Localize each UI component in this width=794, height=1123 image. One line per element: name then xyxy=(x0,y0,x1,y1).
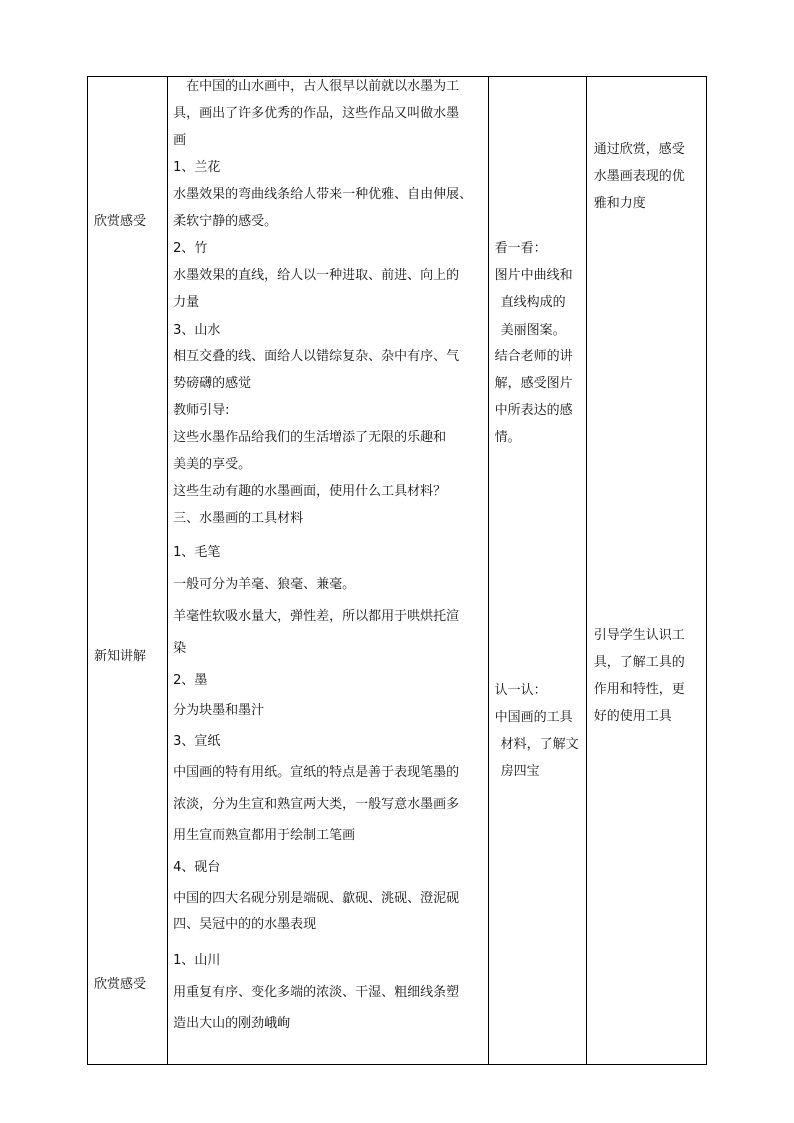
goal-line: 雅和力度 xyxy=(593,196,646,211)
content-line: 2、墨 xyxy=(173,673,208,688)
stage-label: 欣赏感受 xyxy=(94,977,147,992)
content-line: 画 xyxy=(173,133,187,148)
content-line: 造出大山的刚劲峨峋 xyxy=(173,1016,291,1031)
stage-label: 欣赏感受 xyxy=(94,214,147,229)
activity-line: 情。 xyxy=(494,430,521,445)
content-line: 美美的享受。 xyxy=(173,457,252,472)
lesson-plan-table xyxy=(87,76,707,1065)
activity-line: 认一认： xyxy=(494,683,547,698)
content-line: 用重复有序、变化多端的浓淡、干湿、粗细线条塑 xyxy=(173,985,460,1000)
activity-line: 直线构成的 xyxy=(500,295,566,310)
activity-line: 美丽图案。 xyxy=(500,323,566,338)
content-line: 四、吴冠中的的水墨表现 xyxy=(173,917,317,932)
activity-line: 解，感受图片 xyxy=(494,376,573,391)
goal-column xyxy=(586,77,706,1065)
content-line: 教师引导: xyxy=(173,403,230,418)
activity-line: 结合老师的讲 xyxy=(494,349,573,364)
content-line: 3、宣纸 xyxy=(173,734,221,749)
content-line: 相互交叠的线、面给人以错综复杂、杂中有序、气 xyxy=(173,349,460,364)
content-line: 力量 xyxy=(173,295,200,310)
activity-line: 中国画的工具 xyxy=(494,710,573,725)
content-line: 三、水墨画的工具材料 xyxy=(173,511,304,526)
content-line: 水墨效果的直线，给人以一种进取、前进、向上的 xyxy=(173,268,460,283)
goal-line: 作用和特性，更 xyxy=(593,682,685,697)
content-line: 中国的四大名砚分别是端砚、歙砚、洮砚、澄泥砚 xyxy=(173,891,460,906)
stage-label: 新知讲解 xyxy=(94,649,147,664)
content-line: 用生宣而熟宣都用于绘制工笔画 xyxy=(173,828,356,843)
content-line: 分为块墨和墨汁 xyxy=(173,703,265,718)
content-line: 浓淡，分为生宣和熟宣两大类，一般写意水墨画多 xyxy=(173,797,460,812)
content-line: 一般可分为羊毫、狼毫、兼毫。 xyxy=(173,577,356,592)
content-line: 羊毫性软吸水量大，弹性差，所以都用于哄烘托渲 xyxy=(173,609,460,624)
content-line: 势磅礴的感觉 xyxy=(173,376,252,391)
content-line: 2、竹 xyxy=(173,241,208,256)
activity-column xyxy=(488,77,586,1065)
goal-line: 通过欣赏，感受 xyxy=(593,142,685,157)
activity-line: 图片中曲线和 xyxy=(494,268,573,283)
content-line: 这些生动有趣的水墨画面，使用什么工具材料？ xyxy=(173,484,447,499)
content-line: 柔软宁静的感受。 xyxy=(173,214,278,229)
content-line: 4、砚台 xyxy=(173,860,221,875)
content-line: 3、山水 xyxy=(173,323,221,338)
content-line: 在中国的山水画中，古人很早以前就以水墨为工 xyxy=(186,79,460,94)
goal-line: 具，了解工具的 xyxy=(593,655,685,670)
goal-line: 水墨画表现的优 xyxy=(593,169,685,184)
stage-column xyxy=(88,77,168,1065)
activity-line: 材料，了解文 xyxy=(500,737,579,752)
activity-line: 中所表达的感 xyxy=(494,403,573,418)
content-line: 1、山川 xyxy=(173,953,221,968)
content-line: 具，画出了许多优秀的作品，这些作品又叫做水墨 xyxy=(173,106,460,121)
content-line: 水墨效果的弯曲线条给人带来一种优雅、自由伸展、 xyxy=(173,187,473,202)
activity-line: 看一看： xyxy=(494,241,547,256)
activity-line: 房四宝 xyxy=(500,764,540,779)
content-line: 1、毛笔 xyxy=(173,545,221,560)
content-line: 染 xyxy=(173,641,187,656)
content-column xyxy=(168,77,489,1065)
content-line: 这些水墨作品给我们的生活增添了无限的乐趣和 xyxy=(173,430,447,445)
content-line: 中国画的特有用纸。宣纸的特点是善于表现笔墨的 xyxy=(173,765,460,780)
goal-line: 引导学生认识工 xyxy=(593,628,685,643)
goal-line: 好的使用工具 xyxy=(593,709,672,724)
content-line: 1、兰花 xyxy=(173,160,221,175)
table-row xyxy=(88,77,707,1065)
